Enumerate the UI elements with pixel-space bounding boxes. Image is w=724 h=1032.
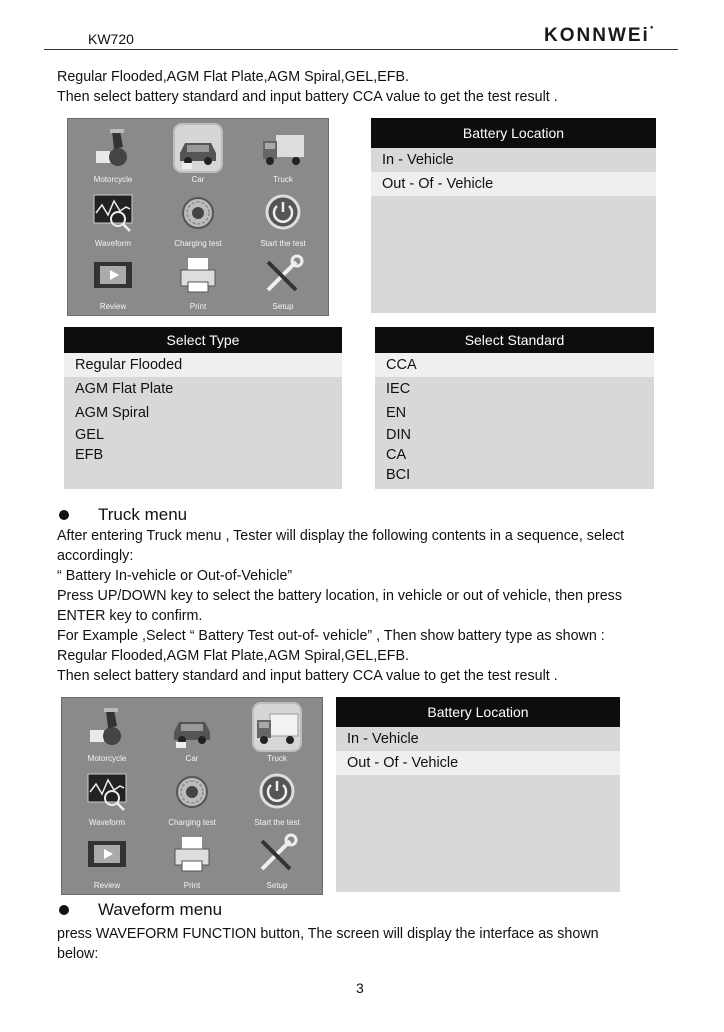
menu-waveform: Waveform [70,189,156,248]
battery-location-box [371,118,656,313]
car-icon [175,125,221,171]
menu-start-test: Start the test [240,189,326,248]
truck-text-1: After entering Truck menu , Tester will display the following contents in a sequence, select [57,528,625,544]
option-in-vehicle: In - Vehicle [347,731,419,747]
standard-iec: IEC [386,381,411,397]
select-standard-text: Then select battery standard and input battery CCA value to get the test result . [57,89,558,105]
tools-icon [260,252,306,298]
waveform-icon [84,768,130,814]
power-button-icon [254,768,300,814]
menu-setup: Setup [234,831,320,890]
menu-review: Review [70,252,156,311]
truck-text-4: Press UP/DOWN key to select the battery location, in vehicle or out of vehicle, then press [57,588,622,604]
motorcycle-icon [90,125,136,171]
film-strip-icon [90,252,136,298]
type-regular-flooded: Regular Flooded [64,353,342,377]
standard-bci: BCI [386,467,411,483]
type-gel: GEL [75,427,105,443]
menu-motorcycle: Motorcycle [70,125,156,184]
film-strip-icon [84,831,130,877]
option-out-of-vehicle: Out - Of - Vehicle [336,751,620,775]
motorcycle-icon [84,704,130,750]
type-agm-spiral: AGM Spiral [75,405,150,421]
select-standard-title: Select Standard [375,327,654,353]
waveform-text-1: press WAVEFORM FUNCTION button, The screen will display the interface as shown [57,926,599,942]
truck-text-5: ENTER key to confirm. [57,608,203,624]
menu-print: Print [149,831,235,890]
tools-icon [254,831,300,877]
truck-text-2: accordingly: [57,548,134,564]
menu-truck: Truck [240,125,326,184]
document-model: KW720 [88,31,134,47]
standard-en: EN [386,405,407,421]
bullet-icon [59,510,69,520]
battery-types-text: Regular Flooded,AGM Flat Plate,AGM Spiral,GEL,EFB. [57,69,409,85]
truck-text-7: Regular Flooded,AGM Flat Plate,AGM Spiral,GEL,EFB. [57,648,409,664]
truck-icon [254,704,300,750]
truck-icon [260,125,306,171]
battery-location-title: Battery Location [336,697,620,727]
menu-car: Car [155,125,241,184]
main-menu-screenshot-car [67,118,329,316]
menu-waveform: Waveform [64,768,150,827]
menu-review: Review [64,831,150,890]
menu-start-test: Start the test [234,768,320,827]
option-out-of-vehicle: Out - Of - Vehicle [371,172,656,196]
standard-din: DIN [386,427,411,443]
printer-icon [175,252,221,298]
brand-logo: KONNWEi● [544,25,656,46]
menu-motorcycle: Motorcycle [64,704,150,763]
alternator-icon [169,768,215,814]
printer-icon [169,831,215,877]
type-efb: EFB [75,447,104,463]
header-divider [44,49,678,50]
menu-truck: Truck [234,704,320,763]
truck-text-6: For Example ,Select “ Battery Test out-of- vehicle” , Then show battery type as shown : [57,628,605,644]
alternator-icon [175,189,221,235]
menu-print: Print [155,252,241,311]
battery-location-title: Battery Location [371,118,656,148]
page-number: 3 [356,980,364,996]
select-type-box [64,327,342,489]
car-icon [169,704,215,750]
truck-menu-heading: Truck menu [98,505,188,524]
option-in-vehicle: In - Vehicle [382,152,454,168]
select-standard-box [375,327,654,489]
menu-car: Car [149,704,235,763]
truck-text-8: Then select battery standard and input battery CCA value to get the test result . [57,668,558,684]
main-menu-screenshot-truck [61,697,323,895]
bullet-icon [59,905,69,915]
standard-ca: CA [386,447,407,463]
battery-location-box-2 [336,697,620,892]
power-button-icon [260,189,306,235]
select-type-title: Select Type [64,327,342,353]
truck-text-3: “ Battery In-vehicle or Out-of-Vehicle” [57,568,293,584]
type-agm-flat-plate: AGM Flat Plate [75,381,174,397]
waveform-text-2: below: [57,946,99,962]
menu-charging-test: Charging test [149,768,235,827]
waveform-menu-heading: Waveform menu [98,900,223,919]
standard-cca: CCA [375,353,654,377]
menu-charging-test: Charging test [155,189,241,248]
waveform-icon [90,189,136,235]
menu-setup: Setup [240,252,326,311]
